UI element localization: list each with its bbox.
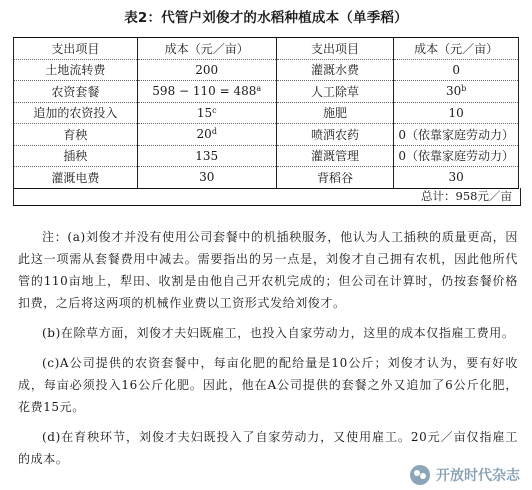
expense-item: 施肥: [276, 102, 394, 124]
note-a: 注：(a)刘俊才并没有使用公司套餐中的机插秧服务，他认为人工插秧的质量更高，因此这一项需从套餐费用中减去。需要指出的另一点是，刘俊才自己拥有农机，因此他所代管的110亩地上，犁田、收割是由他自己开农机完成的；但公司在计算时，仍按套餐价格扣费，之后将这两项的机械作业费以工资形式发给刘俊才。: [18, 230, 518, 310]
wechat-icon: [410, 465, 430, 485]
expense-item: 灌溉管理: [276, 145, 394, 167]
expense-cost: 30$^b$: [394, 81, 519, 103]
expense-cost: $598 - 110 = 488^a$: [137, 81, 276, 103]
expense-cost: 30: [394, 167, 519, 189]
table-row: [14, 59, 519, 81]
note-b: (b)在除草方面，刘俊才夫妇既雇工，也投入自家劳动力，这里的成本仅指雇工费用。: [42, 326, 515, 340]
expense-cost: 20$^d$: [137, 124, 276, 146]
watermark: [410, 465, 520, 485]
table-row: [14, 167, 519, 189]
table-header-row: [14, 38, 519, 60]
expense-item: 背稻谷: [276, 167, 394, 189]
expense-item: 育秧: [14, 124, 138, 146]
expense-cost: 200: [137, 59, 276, 81]
expense-item: 土地流转费: [14, 59, 138, 81]
table-row: [14, 124, 519, 146]
cost-table: [13, 37, 519, 189]
expense-cost: 0: [394, 59, 519, 81]
expense-cost: 135: [137, 145, 276, 167]
watermark-text: 开放时代杂志: [436, 468, 520, 484]
expense-item: 灌溉电费: [14, 167, 138, 189]
header-cost-1: 成本（元／亩）: [137, 38, 276, 60]
expense-cost: 0（依靠家庭劳动力）: [394, 124, 519, 146]
expense-item: 插秧: [14, 145, 138, 167]
table-row: [14, 81, 519, 103]
expense-item: 追加的农资投入: [14, 102, 138, 124]
table-row: [14, 102, 519, 124]
expense-cost: 0（依靠家庭劳动力）: [394, 145, 519, 167]
note-d: (d)在育秧环节，刘俊才夫妇既投入了自家劳动力，又使用雇工。20元／亩仅指雇工的成本。: [18, 430, 518, 466]
note-c: (c)A公司提供的农资套餐中，每亩化肥的配给量是10公斤；刘俊才认为，要有好收成，每亩必须投入16公斤化肥。因此，他在A公司提供的套餐之外又追加了6公斤化肥，花费15元。: [18, 356, 518, 414]
total-cost: 总计：958元／亩: [421, 189, 512, 203]
header-item-2: 支出项目: [276, 38, 394, 60]
expense-item: 人工除草: [276, 81, 394, 103]
expense-cost: 10: [394, 102, 519, 124]
total-row: [13, 188, 521, 206]
expense-cost: 15$^c$: [137, 102, 276, 124]
table-row: [14, 145, 519, 167]
expense-item: 喷洒农药: [276, 124, 394, 146]
table-title: 表2：代管户刘俊才的水稻种植成本（单季稻）: [124, 10, 408, 26]
header-item-1: 支出项目: [14, 38, 138, 60]
header-cost-2: 成本（元／亩）: [394, 38, 519, 60]
expense-cost: 30: [137, 167, 276, 189]
expense-item: 灌溉水费: [276, 59, 394, 81]
expense-item: 农资套餐: [14, 81, 138, 103]
notes-section: [18, 226, 518, 478]
